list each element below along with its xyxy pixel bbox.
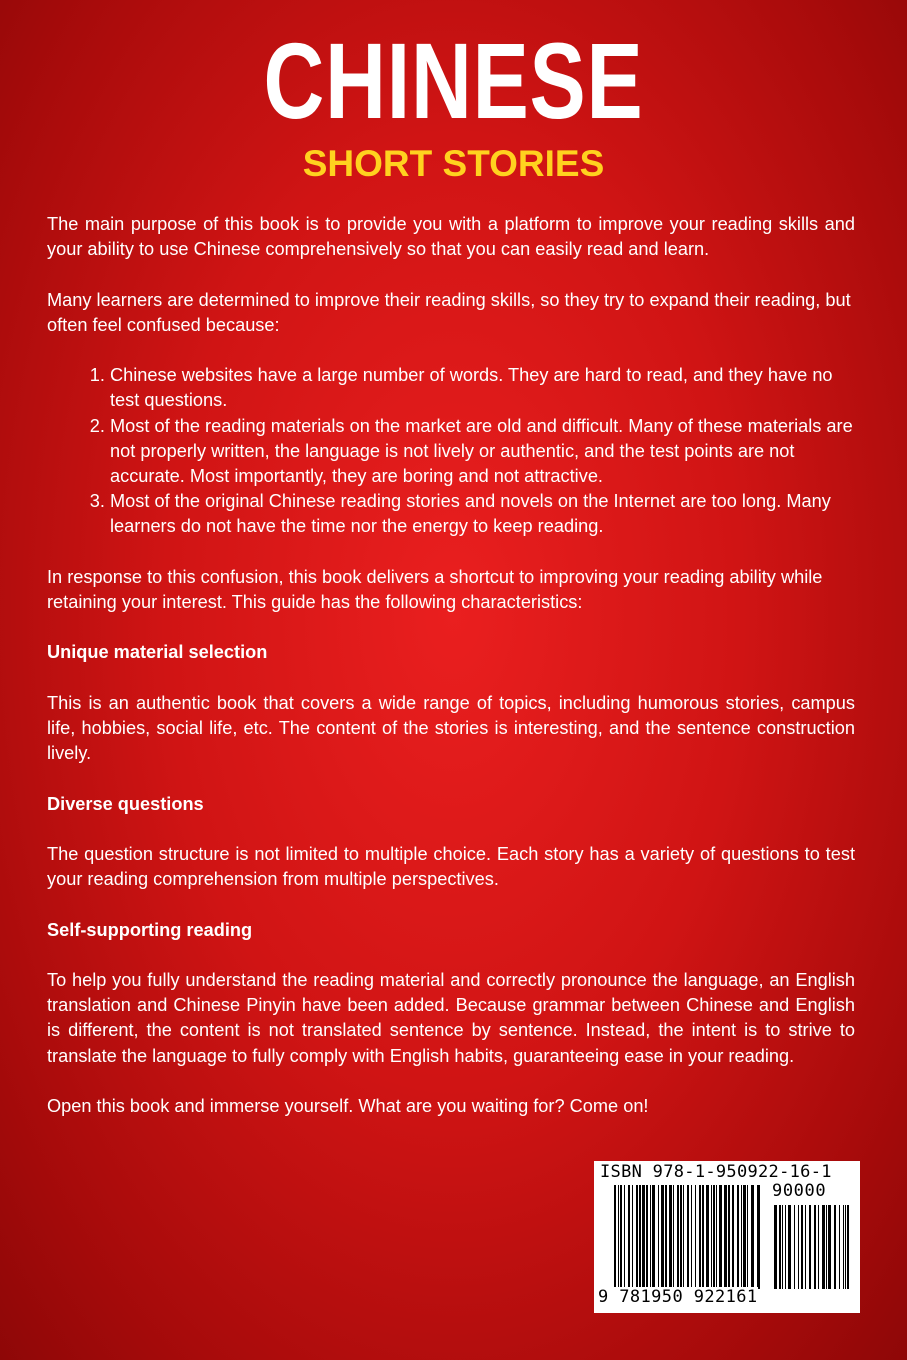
- section-text-unique-material: This is an authentic book that covers a wide range of topics, including humorous stories, campus life, hobbies, social life, etc. The content of the stories is interesting, and the sentence construction lively.: [47, 692, 855, 764]
- book-subtitle: SHORT STORIES: [302, 143, 605, 184]
- closing-paragraph: Open this book and immerse yourself. What are you waiting for? Come on!: [47, 1095, 649, 1116]
- isbn-barcode: [594, 1161, 860, 1313]
- back-cover-text: [47, 212, 855, 1144]
- response-paragraph: In response to this confusion, this book delivers a shortcut to improving your reading ability while retaining your interest. This guide has the following characteristics:: [47, 566, 823, 612]
- problems-list: [47, 363, 855, 539]
- addon-price-code: 90000: [772, 1181, 827, 1201]
- book-title: CHINESE: [263, 20, 644, 141]
- barcode-bars-graphic: [612, 1185, 850, 1293]
- section-heading-diverse-questions: Diverse questions: [47, 793, 204, 814]
- intro-paragraph-1: The main purpose of this book is to provide you with a platform to improve your reading skills and your ability to use Chinese comprehensively so that you can easily read and learn.: [47, 214, 855, 260]
- list-item: 2. Most of the reading materials on the market are old and difficult. Many of these materials are not properly written, the language is not lively or authentic, and the test points are not accurate. Most importantly, they are boring and not attractive.: [110, 414, 855, 490]
- list-item: 3. Most of the original Chinese reading stories and novels on the Internet are too long. Many learners do not have the time nor the energy to keep reading.: [110, 489, 855, 539]
- section-heading-self-supporting: Self-supporting reading: [47, 919, 253, 940]
- section-heading-unique-material: Unique material selection: [47, 642, 268, 663]
- section-text-diverse-questions: The question structure is not limited to multiple choice. Each story has a variety of questions to test your reading comprehension from multiple perspectives.: [47, 843, 855, 890]
- isbn-label: ISBN 978-1-950922-16-1: [600, 1162, 832, 1182]
- intro-paragraph-2: Many learners are determined to improve their reading skills, so they try to expand their reading, but often feel confused because:: [47, 289, 851, 335]
- section-text-self-supporting: To help you fully understand the reading material and correctly pronounce the language, an English translation and Chinese Pinyin have been added. Because grammar between Chinese and English is different, the content is not translated sentence by sentence. Instead, the intent is to strive to translate the language to fully comply with English habits, guaranteeing ease in your reading.: [47, 969, 855, 1066]
- ean-number: 9 781950 922161: [598, 1287, 758, 1307]
- list-item: 1. Chinese websites have a large number of words. They are hard to read, and they have no test questions.: [110, 363, 855, 413]
